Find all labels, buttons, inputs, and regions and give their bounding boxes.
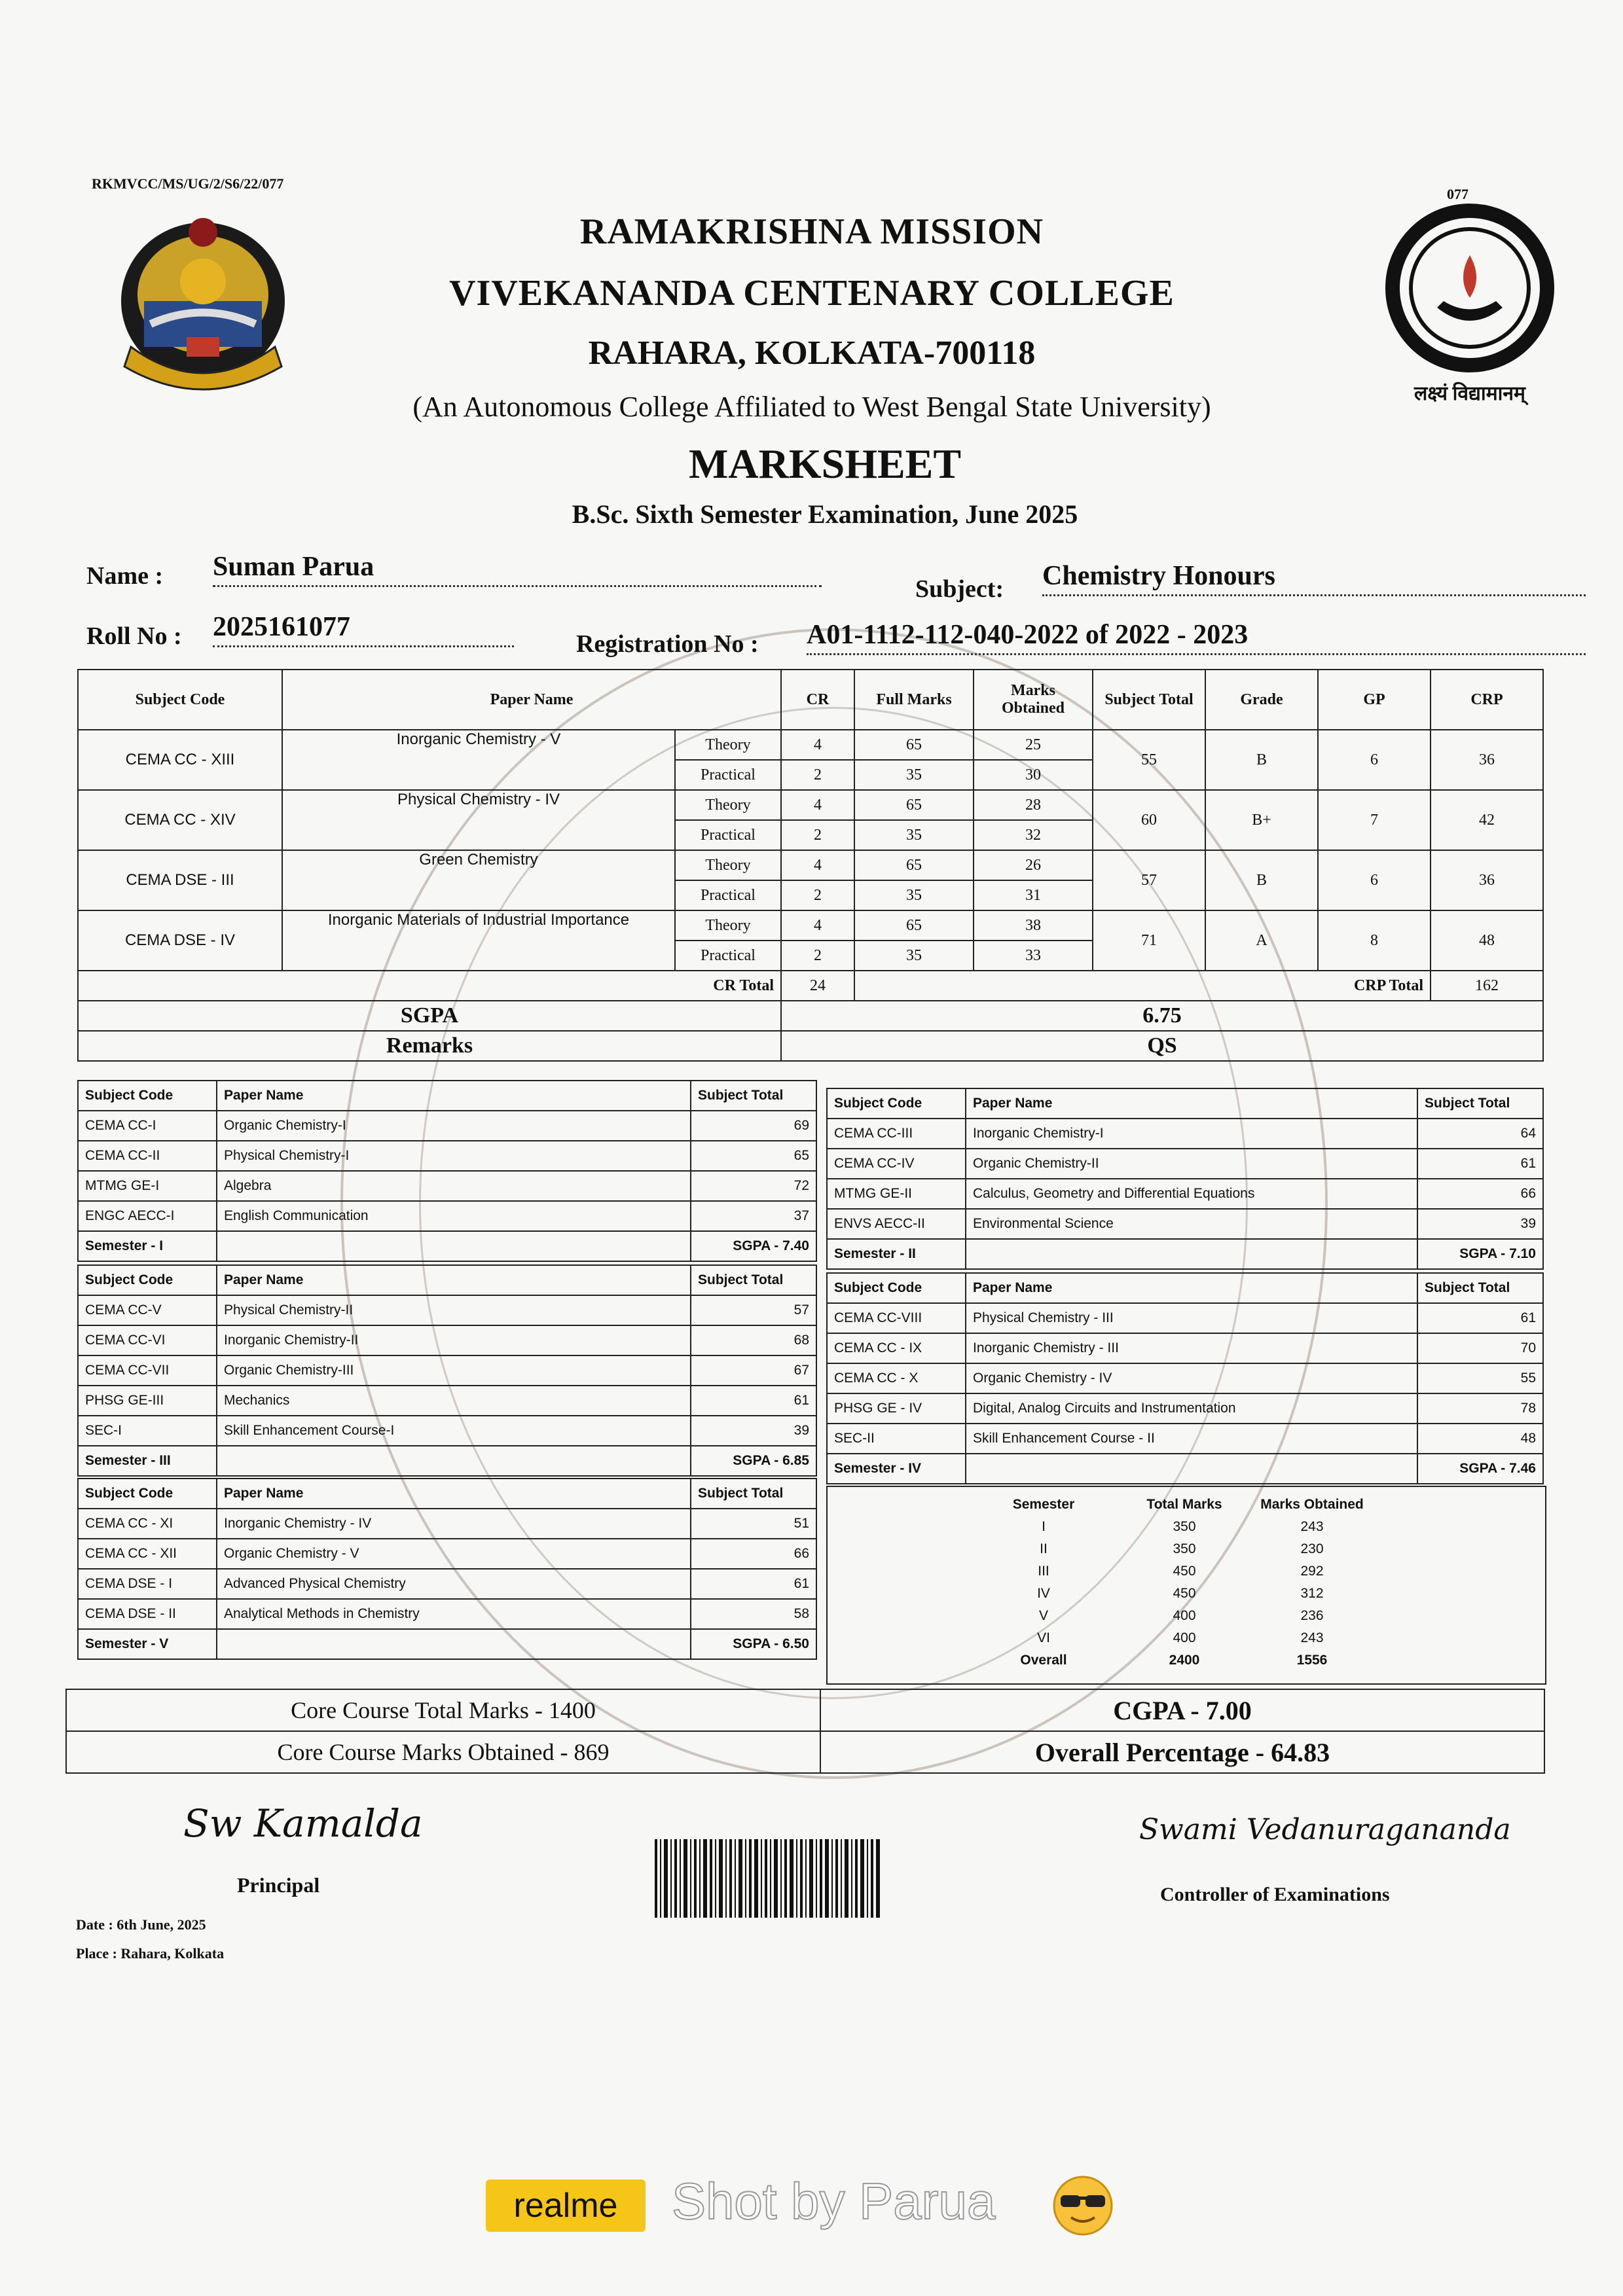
table-cell: VI [1037,1630,1050,1645]
table-row [958,1627,1384,1649]
table-cell: 350 [1173,1519,1196,1534]
table-cell: 39 [1417,1209,1543,1239]
table-cell: Mechanics [217,1386,691,1416]
marks-obtained-value: 25 [974,730,1093,760]
semester-1-table [77,1080,817,1262]
cr-value: 2 [781,941,854,971]
marks-obtained-value: 32 [974,820,1093,850]
table-row [958,1583,1384,1605]
table-row [827,1119,1543,1149]
header-cr: CR [781,670,854,730]
controller-signature: Swami Vedanuragananda [1139,1813,1511,1846]
table-cell: English Communication [217,1201,691,1231]
header-subject-code: Subject Code [827,1273,966,1303]
table-cell: CEMA CC-III [827,1119,966,1149]
college-address: RAHARA, KOLKATA-700118 [588,334,1036,372]
crp-total-value: 162 [1431,971,1543,1001]
sgpa-label: SGPA [78,1001,781,1031]
header-subject-code: Subject Code [78,1081,217,1111]
remarks-label: Remarks [78,1031,781,1061]
table-cell: Organic Chemistry-III [217,1355,691,1386]
header-crp: CRP [1431,670,1543,730]
table-cell: Inorganic Chemistry-II [217,1325,691,1355]
semester-footer [78,1446,816,1476]
component-theory: Theory [675,790,781,820]
header-subject-total: Subject Total [691,1081,816,1111]
gp-value: 8 [1318,910,1431,971]
table-cell: Organic Chemistry - V [217,1539,691,1569]
table-cell: Organic Chemistry-I [217,1111,691,1141]
crp-value: 42 [1431,790,1543,850]
header-subject-total: Subject Total [691,1265,816,1295]
table-row [78,1171,816,1201]
table-cell: 61 [691,1386,816,1416]
roll-label: Roll No : [86,622,182,650]
header-subject-code: Subject Code [78,670,282,730]
table-cell: 68 [691,1325,816,1355]
table-cell: 312 [1300,1586,1324,1601]
table-cell: 55 [1417,1363,1543,1393]
ramakrishna-mission-logo [105,203,301,399]
table-cell: I [1042,1519,1046,1534]
table-cell: Inorganic Chemistry - IV [217,1509,691,1539]
barcode [655,1839,884,1918]
marks-obtained-value: 30 [974,760,1093,790]
affiliation-line: (An Autonomous College Affiliated to West Bengal State University) [412,391,1211,423]
table-cell: Advanced Physical Chemistry [217,1569,691,1599]
table-row [958,1516,1384,1538]
table-cell: 58 [691,1599,816,1629]
semester-sgpa: SGPA - 6.50 [691,1629,816,1659]
semester-label: Semester - I [78,1231,217,1261]
table-row [827,1209,1543,1239]
table-cell: Skill Enhancement Course - II [966,1424,1417,1454]
grade-value: B+ [1205,790,1318,850]
header-subject-total: Subject Total [691,1479,816,1509]
subject-code: CEMA DSE - III [78,850,282,910]
controller-title: Controller of Examinations [1160,1884,1390,1905]
semester-footer [78,1629,816,1659]
table-row [78,1569,816,1599]
cr-value: 4 [781,910,854,941]
table-cell: 292 [1300,1564,1324,1579]
table-row [78,1355,816,1386]
header-total-marks: Total Marks [1146,1497,1222,1512]
cgpa-value: CGPA - 7.00 [820,1689,1544,1731]
semester-label: Semester - IV [827,1454,966,1484]
full-marks-value: 35 [854,760,974,790]
table-cell: PHSG GE-III [78,1386,217,1416]
sunglasses-emoji-icon [1051,2174,1114,2237]
paper-name: Green Chemistry [282,850,675,910]
table-cell: Inorganic Chemistry-I [966,1119,1417,1149]
semester-footer [78,1231,816,1261]
table-cell: 243 [1300,1630,1324,1645]
realme-watermark-badge: realme [486,2179,646,2232]
table-row [827,1303,1543,1333]
table-cell: 69 [691,1111,816,1141]
component-practical: Practical [675,880,781,910]
subject-total-value: 57 [1093,850,1205,910]
semester-2-table [826,1088,1544,1270]
subject-total-value: 55 [1093,730,1205,790]
header-full-marks: Full Marks [854,670,974,730]
crp-total-label: CRP Total [854,971,1431,1001]
table-cell: 48 [1417,1424,1543,1454]
full-marks-value: 65 [854,790,974,820]
gp-value: 7 [1318,790,1431,850]
semester-footer [827,1239,1543,1269]
header-subject-code: Subject Code [827,1088,966,1119]
shot-by-watermark: Shot by Parua [672,2172,996,2230]
table-row [958,1560,1384,1583]
table-cell: Inorganic Chemistry - III [966,1333,1417,1363]
semester-summary-box [826,1486,1546,1685]
table-cell: 61 [691,1569,816,1599]
full-marks-value: 65 [854,730,974,760]
header-paper-name: Paper Name [217,1081,691,1111]
marks-obtained-value: 31 [974,880,1093,910]
table-cell: Calculus, Geometry and Differential Equations [966,1179,1417,1209]
full-marks-value: 65 [854,910,974,941]
marks-obtained-value: 33 [974,941,1093,971]
semester-label: Semester - V [78,1629,217,1659]
header-subject-code: Subject Code [78,1265,217,1295]
table-cell: 65 [691,1141,816,1171]
table-cell: SEC-II [827,1424,966,1454]
gp-value: 6 [1318,850,1431,910]
table-row [78,1539,816,1569]
table-row [958,1649,1384,1672]
marks-obtained-value: 38 [974,910,1093,941]
table-cell: Digital, Analog Circuits and Instrumentation [966,1393,1417,1424]
cr-value: 4 [781,850,854,880]
header-paper-name: Paper Name [217,1265,691,1295]
component-practical: Practical [675,760,781,790]
paper-name: Physical Chemistry - IV [282,790,675,850]
core-total-marks: Core Course Total Marks - 1400 [66,1689,820,1731]
table-row [78,910,1543,941]
table-cell: CEMA CC - IX [827,1333,966,1363]
serial-number: 077 [1447,186,1468,202]
reference-code: RKMVCC/MS/UG/2/S6/22/077 [92,175,284,192]
table-cell: Organic Chemistry - IV [966,1363,1417,1393]
full-marks-value: 65 [854,850,974,880]
current-semester-marks-table [77,669,1544,1062]
component-theory: Theory [675,910,781,941]
subject-label: Subject: [915,575,1004,603]
grade-value: B [1205,850,1318,910]
table-cell: 51 [691,1509,816,1539]
full-marks-value: 35 [854,941,974,971]
sgpa-value: 6.75 [781,1001,1543,1031]
header-subject-total: Subject Total [1417,1273,1543,1303]
semester-sgpa: SGPA - 6.85 [691,1446,816,1476]
paper-name: Inorganic Chemistry - V [282,730,675,790]
table-row [78,1201,816,1231]
table-cell: 37 [691,1201,816,1231]
full-marks-value: 35 [854,880,974,910]
table-cell: Physical Chemistry-II [217,1295,691,1325]
table-cell: 67 [691,1355,816,1386]
subject-code: CEMA CC - XIII [78,730,282,790]
table-cell: 450 [1173,1564,1196,1579]
cr-total-label: CR Total [78,971,781,1001]
header-grade: Grade [1205,670,1318,730]
student-subject: Chemistry Honours [1042,560,1586,596]
marks-obtained-value: 28 [974,790,1093,820]
table-row [78,1141,816,1171]
table-cell: 450 [1173,1586,1196,1601]
table-cell: MTMG GE-I [78,1171,217,1201]
table-cell: 66 [1417,1179,1543,1209]
table-cell: 350 [1173,1541,1196,1556]
registration-number: A01-1112-112-040-2022 of 2022 - 2023 [807,619,1586,655]
component-practical: Practical [675,941,781,971]
table-row [78,1111,816,1141]
remarks-value: QS [781,1031,1543,1061]
table-row [78,1599,816,1629]
table-cell: 1556 [1296,1653,1328,1668]
subject-total-value: 60 [1093,790,1205,850]
table-cell: III [1038,1564,1049,1579]
table-row [827,1424,1543,1454]
table-row [827,1333,1543,1363]
cr-total-row [78,971,1543,1001]
table-row [78,1386,816,1416]
header-marks-obtained: Marks Obtained [974,670,1093,730]
table-row [78,1509,816,1539]
table-row [827,1149,1543,1179]
component-theory: Theory [675,730,781,760]
semester-3-table [77,1265,817,1477]
table-cell: V [1038,1608,1048,1623]
table-cell: 2400 [1169,1653,1200,1668]
table-cell: PHSG GE - IV [827,1393,966,1424]
emblem-motto: लक्ष्यं विद्यामानम् [1413,383,1525,404]
semester-5-table [77,1478,817,1660]
full-marks-value: 35 [854,820,974,850]
table-cell: CEMA CC-VI [78,1325,217,1355]
crp-value: 36 [1431,850,1543,910]
subject-total-value: 71 [1093,910,1205,971]
header-subject-code: Subject Code [78,1479,217,1509]
table-cell: Overall [1020,1653,1067,1668]
principal-signature: Sw Kamalda [183,1801,423,1846]
table-cell: CEMA CC-VIII [827,1303,966,1333]
semester-summary-table [958,1494,1384,1672]
college-name-line2: VIVEKANANDA CENTENARY COLLEGE [449,273,1175,314]
core-marks-obtained: Core Course Marks Obtained - 869 [66,1731,820,1773]
header-paper-name: Paper Name [282,670,781,730]
cr-value: 4 [781,730,854,760]
gp-value: 6 [1318,730,1431,790]
grade-value: A [1205,910,1318,971]
table-row [78,1325,816,1355]
table-cell: 400 [1173,1608,1196,1623]
table-cell: CEMA CC-II [78,1141,217,1171]
table-cell: 61 [1417,1303,1543,1333]
table-cell: 243 [1300,1519,1324,1534]
header-subject-total: Subject Total [1093,670,1205,730]
table-row [958,1605,1384,1627]
semester-footer [827,1454,1543,1484]
table-cell: ENGC AECC-I [78,1201,217,1231]
table-cell: Analytical Methods in Chemistry [217,1599,691,1629]
header-gp: GP [1318,670,1431,730]
table-cell: 61 [1417,1149,1543,1179]
paper-name: Inorganic Materials of Industrial Importance [282,910,675,971]
overall-totals-table [65,1689,1545,1774]
header-semester: Semester [1012,1497,1075,1512]
cr-value: 2 [781,820,854,850]
cr-total-value: 24 [781,971,854,1001]
semester-4-table [826,1272,1544,1484]
subject-code: CEMA DSE - IV [78,910,282,971]
table-cell: CEMA CC-I [78,1111,217,1141]
cr-value: 2 [781,760,854,790]
component-practical: Practical [675,820,781,850]
table-cell: CEMA CC-IV [827,1149,966,1179]
table-row [827,1393,1543,1424]
table-cell: Skill Enhancement Course-I [217,1416,691,1446]
crp-value: 36 [1431,730,1543,790]
table-cell: II [1040,1541,1048,1556]
header-paper-name: Paper Name [966,1088,1417,1119]
college-emblem-logo [1381,203,1558,412]
table-cell: 66 [691,1539,816,1569]
table-cell: Organic Chemistry-II [966,1149,1417,1179]
header-subject-total: Subject Total [1417,1088,1543,1119]
table-cell: SEC-I [78,1416,217,1446]
table-cell: CEMA CC - XII [78,1539,217,1569]
table-row [78,850,1543,880]
sgpa-row [78,1001,1543,1031]
issue-place: Place : Rahara, Kolkata [76,1945,225,1962]
table-cell: CEMA CC - X [827,1363,966,1393]
crp-value: 48 [1431,910,1543,971]
header-paper-name: Paper Name [966,1273,1417,1303]
principal-title: Principal [237,1873,320,1897]
table-cell: MTMG GE-II [827,1179,966,1209]
document-title: MARKSHEET [688,440,962,487]
exam-title: B.Sc. Sixth Semester Examination, June 2025 [572,499,1078,529]
table-row [78,1295,816,1325]
table-cell: IV [1037,1586,1050,1601]
name-label: Name : [86,562,164,590]
table-cell: Physical Chemistry-I [217,1141,691,1171]
table-cell: 236 [1300,1608,1324,1623]
table-cell: 78 [1417,1393,1543,1424]
semester-sgpa: SGPA - 7.46 [1417,1454,1543,1484]
cr-value: 4 [781,790,854,820]
table-row [78,730,1543,760]
table-cell: Algebra [217,1171,691,1201]
table-cell: 230 [1300,1541,1324,1556]
table-cell: CEMA CC-VII [78,1355,217,1386]
table-cell: 57 [691,1295,816,1325]
cr-value: 2 [781,880,854,910]
table-cell: CEMA CC-V [78,1295,217,1325]
table-cell: Physical Chemistry - III [966,1303,1417,1333]
table-cell: 64 [1417,1119,1543,1149]
table-row [78,1416,816,1446]
table-cell: ENVS AECC-II [827,1209,966,1239]
semester-label: Semester - II [827,1239,966,1269]
table-cell: CEMA DSE - I [78,1569,217,1599]
table-cell: 72 [691,1171,816,1201]
table-cell: 39 [691,1416,816,1446]
table-row [827,1179,1543,1209]
semester-sgpa: SGPA - 7.10 [1417,1239,1543,1269]
subject-code: CEMA CC - XIV [78,790,282,850]
table-row [958,1538,1384,1560]
remarks-row [78,1031,1543,1061]
semester-label: Semester - III [78,1446,217,1476]
roll-number: 2025161077 [213,611,514,647]
table-cell: 70 [1417,1333,1543,1363]
student-name: Suman Parua [213,551,822,587]
marks-obtained-value: 26 [974,850,1093,880]
overall-percentage: Overall Percentage - 64.83 [820,1731,1544,1773]
issue-date: Date : 6th June, 2025 [76,1916,206,1933]
table-row [78,790,1543,820]
table-cell: CEMA DSE - II [78,1599,217,1629]
registration-label: Registration No : [576,630,759,658]
grade-value: B [1205,730,1318,790]
semester-sgpa: SGPA - 7.40 [691,1231,816,1261]
table-row [827,1363,1543,1393]
header-marks-obtained: Marks Obtained [1260,1497,1364,1512]
component-theory: Theory [675,850,781,880]
college-name-line1: RAMAKRISHNA MISSION [579,211,1044,252]
table-cell: Environmental Science [966,1209,1417,1239]
header-paper-name: Paper Name [217,1479,691,1509]
table-cell: CEMA CC - XI [78,1509,217,1539]
table-cell: 400 [1173,1630,1196,1645]
